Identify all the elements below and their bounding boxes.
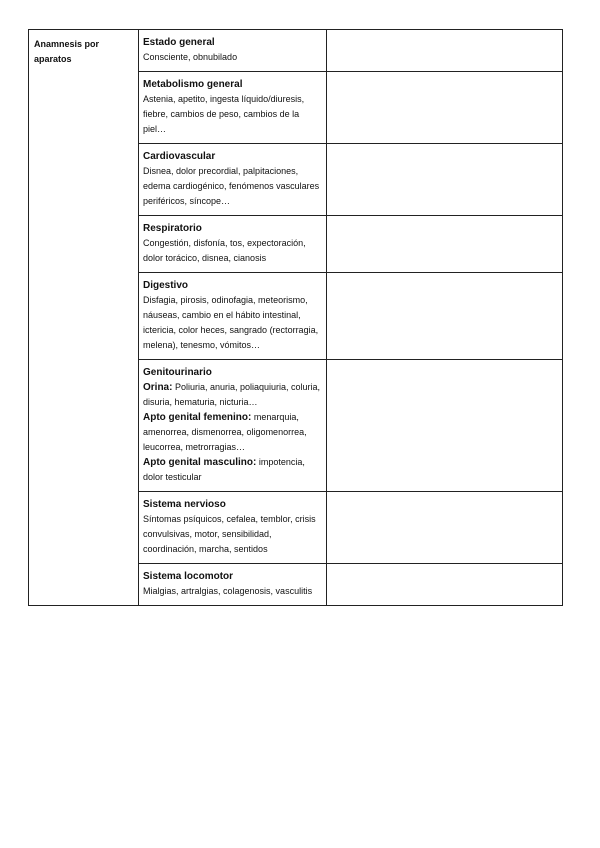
female-genital-label: Apto genital femenino: [143, 412, 252, 423]
notes-cell[interactable] [327, 30, 563, 72]
system-description: Síntomas psíquicos, cefalea, temblor, crisis convulsivas, motor, sensibilidad, coordinación, marcha, sentidos [143, 514, 316, 554]
notes-cell[interactable] [327, 360, 563, 492]
section-label: Anamnesis por aparatos [29, 30, 139, 606]
male-genital-line [143, 455, 322, 485]
orina-label: Orina: [143, 382, 173, 393]
notes-cell[interactable] [327, 564, 563, 606]
system-description: Mialgias, artralgias, colagenosis, vasculitis [143, 586, 313, 596]
system-cell [139, 492, 327, 564]
system-description: Congestión, disfonía, tos, expectoración, dolor torácico, disnea, cianosis [143, 238, 306, 263]
system-title: Digestivo [143, 280, 189, 291]
system-cell [139, 360, 327, 492]
male-genital-label: Apto genital masculino: [143, 457, 257, 468]
system-title: Cardiovascular [143, 151, 216, 162]
system-cell [139, 72, 327, 144]
system-cell [139, 30, 327, 72]
system-description: Disnea, dolor precordial, palpitaciones, edema cardiogénico, fenómenos vasculares periféricos, síncope… [143, 166, 320, 206]
orina-line [143, 380, 322, 410]
notes-cell[interactable] [327, 144, 563, 216]
notes-cell[interactable] [327, 216, 563, 273]
orina-description: Poliuria, anuria, poliaquiuria, coluria, disuria, hematuria, nicturia… [143, 382, 321, 407]
system-cell [139, 564, 327, 606]
system-title: Genitourinario [143, 367, 212, 378]
anamnesis-table [28, 29, 563, 606]
female-genital-description: menarquia, amenorrea, dismenorrea, oligomenorrea, leucorrea, metrorragias… [143, 412, 307, 452]
system-title: Sistema locomotor [143, 571, 234, 582]
notes-cell[interactable] [327, 273, 563, 360]
system-description: Consciente, obnubilado [143, 52, 238, 62]
system-title: Respiratorio [143, 223, 202, 234]
female-genital-line [143, 410, 322, 455]
notes-cell[interactable] [327, 492, 563, 564]
system-description: Disfagia, pirosis, odinofagia, meteorismo, náuseas, cambio en el hábito intestinal, ictericia, color heces, sangrado (rectorragia, melena), tenesmo, vómitos… [143, 295, 319, 350]
male-genital-description: impotencia, dolor testicular [143, 457, 305, 482]
system-description: Astenia, apetito, ingesta líquido/diuresis, fiebre, cambios de peso, cambios de la piel… [143, 94, 305, 134]
table-row [29, 30, 563, 72]
notes-cell[interactable] [327, 72, 563, 144]
system-title: Metabolismo general [143, 79, 243, 90]
system-title: Sistema nervioso [143, 499, 226, 510]
system-cell [139, 216, 327, 273]
system-title: Estado general [143, 37, 215, 48]
system-cell [139, 144, 327, 216]
system-cell [139, 273, 327, 360]
